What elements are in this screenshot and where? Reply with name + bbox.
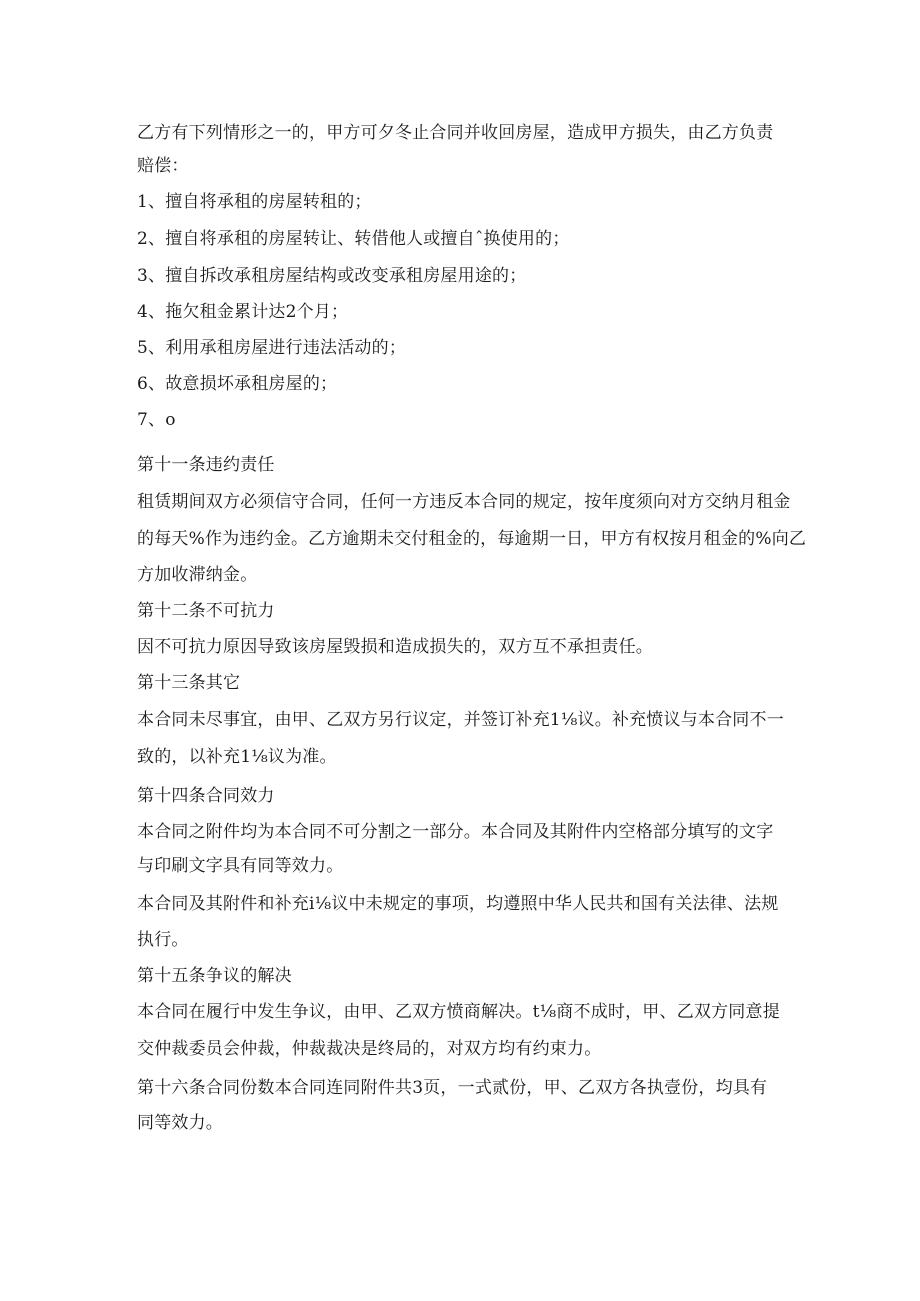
text-line: 6、故意损坏承租房屋的；: [137, 374, 338, 394]
text-line: 与印刷文字具有同等效力。: [137, 856, 344, 876]
text-line: 乙方有下列情形之一的，甲方可夕冬止合同并收回房屋，造成甲方损失，由乙方负责: [137, 123, 774, 143]
text-line: 租赁期间双方必须信守合同，任何一方违反本合同的规定，按年度须向对方交纳月租金: [137, 492, 791, 512]
section-heading: 第十一条违约责任: [137, 455, 275, 475]
section-heading: 第十二条不可抗力: [137, 601, 275, 621]
text-line: 赔偿：: [137, 156, 189, 176]
text-line: 2、擅自将承租的房屋转让、转借他人或擅自ˆ换使用的；: [137, 229, 570, 249]
text-line: 第十六条合同份数本合同连同附件共3页，一式贰份，甲、乙双方各执壹份，均具有: [137, 1078, 768, 1098]
text-line: 交仲裁委员会仲裁，仲裁裁决是终局的，对双方均有约束力。: [137, 1039, 602, 1059]
text-line: 的每天%作为违约金。乙方逾期未交付租金的，每逾期一日，甲方有权按月租金的%向乙: [137, 529, 807, 549]
text-line: 方加收滞纳金。: [137, 565, 258, 585]
text-line: 7、o: [137, 410, 176, 430]
text-line: 执行。: [137, 930, 189, 950]
section-heading: 第十五条争议的解决: [137, 966, 292, 986]
text-line: 4、拖欠租金累计达2个月；: [137, 302, 349, 322]
text-line: 本合同未尽事宜，由甲、乙双方另行议定，并签订补充1⅛议。补充愤议与本合同不一: [137, 710, 784, 730]
text-line: 3、擅自拆改承租房屋结构或改变承租房屋用途的；: [137, 266, 527, 286]
section-heading: 第十三条其它: [137, 673, 241, 693]
text-line: 本合同之附件均为本合同不可分割之一部分。本合同及其附件内空格部分填写的文字: [137, 822, 774, 842]
text-line: 本合同及其附件和补充i⅛议中未规定的事项，均遵照中华人民共和国有关法律、法规: [137, 894, 779, 914]
text-line: 5、利用承租房屋进行违法活动的；: [137, 338, 407, 358]
text-line: 同等效力。: [137, 1113, 223, 1133]
text-line: 因不可抗力原因导致该房屋毁损和造成损失的，双方互不承担责任。: [137, 637, 653, 657]
section-heading: 第十四条合同效力: [137, 786, 275, 806]
text-line: 致的，以补充1⅛议为准。: [137, 747, 337, 767]
text-line: 1、擅自将承租的房屋转租的；: [137, 192, 372, 212]
text-line: 本合同在履行中发生争议，由甲、乙双方愤商解决。t⅛商不成时，甲、乙双方同意提: [137, 1002, 780, 1022]
